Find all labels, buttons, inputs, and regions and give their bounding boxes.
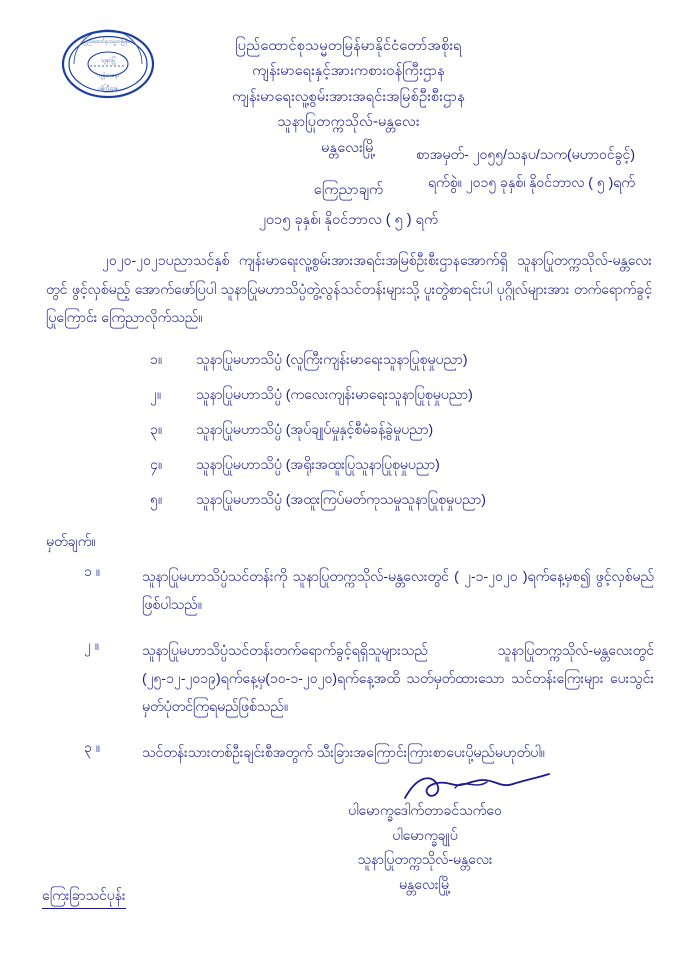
list-item: [150, 457, 650, 492]
page-title: ကြေညာချက်: [313, 182, 384, 198]
svg-text:ကျန်းမာရေး: ကျန်းမာရေး: [97, 73, 119, 79]
notes-list: [74, 562, 654, 784]
reference-date: ရက်စွဲ။ ၂၀၁၅ ခုနှစ်၊ နိုဝင်ဘာလ ( ၅ )ရက်: [427, 174, 635, 190]
intro-paragraph: [46, 246, 652, 332]
header-line-2: ကျန်းမာရေးနှင့်အားကစားဝန်ကြီးဌာန: [252, 63, 445, 80]
list-item: [150, 352, 650, 387]
signatory-institution: သူနာပြုတက္ကသိုလ်-မန္တလေး: [357, 851, 493, 867]
list-item: [150, 387, 650, 422]
svg-text:ဝန်ကြီးဌာန: ဝန်ကြီးဌာန: [98, 86, 118, 92]
list-item: [150, 422, 650, 457]
list-item-label: သူနာပြုမဟာသိပ္ပံ (အရိုးအထူးပြုသူနာပြုစုမှုပညာ): [196, 456, 440, 472]
svg-text:ပြည်ထောင်စုသမ္မတမြန်မာ: ပြည်ထောင်စုသမ္မတမြန်မာ: [83, 39, 133, 45]
list-item-number: ၅။: [150, 491, 163, 507]
note-item-text: သင်တန်းသားတစ်ဦးချင်းစီအတွက် သီးခြားအကြောင်းကြားစာပေးပို့မည်မဟုတ်ပါ။: [142, 744, 545, 760]
header-line-4: သူနာပြုတက္ကသိုလ်-မန္တလေး: [277, 114, 420, 131]
note-item-number: ၂ ။: [84, 637, 100, 653]
list-item: [150, 492, 650, 527]
signature-block: [215, 798, 635, 896]
list-item-number: ၄။: [150, 456, 163, 472]
footer-label: ကြေးခြာသင်ပုန်း: [42, 886, 126, 909]
note-item-text: သူနာပြုမဟာသိပ္ပံသင်တန်းကို သူနာပြုတက္ကသိုလ်-မန္တလေးတွင် ( ၂-၁-၂၀၂၀ )ရက်နေ့မှစ၍ ဖွင့်လှစ်မည်ဖြစ်ပါသည်။: [142, 568, 654, 612]
list-item-number: ၃။: [150, 421, 163, 437]
note-item: [74, 636, 654, 720]
header-line-5: မန္တလေးမြို့: [321, 139, 376, 156]
list-item-label: သူနာပြုမဟာသိပ္ပံ (လူကြီးကျန်းမာရေးသူနာပြုစုမှုပညာ): [196, 351, 468, 367]
page-title-date: ၂၀၁၅ ခုနှစ်၊ နိုဝင်ဘာလ ( ၅ ) ရက်: [258, 212, 439, 228]
course-list: [150, 352, 650, 527]
note-item: [74, 562, 654, 618]
list-item-number: ၂။: [150, 386, 162, 402]
list-item-label: သူနာပြုမဟာသိပ္ပံ (အုပ်ချုပ်မှုနှင့်စီမံခန့်ခွဲမှုပညာ): [196, 421, 434, 437]
note-item: [74, 738, 654, 766]
note-item-number: ၃ ။: [84, 739, 101, 755]
note-item-text: သူနာပြုမဟာသိပ္ပံသင်တန်းတက်ရောက်ခွင့်ရရှိသူများသည် သူနာပြုတက္ကသိုလ်-မန္တလေးတွင် (၂၅-၁၂-၂၀၁၉)ရက်နေ့မှ(၁၀-၁-၂၀၂၀)ရက်နေ့အထိ သတ်မှတ်ထားသော သင်တန်းကြေးများ ပေးသွင်းမှတ်ပုံတင်ကြရမည်ဖြစ်သည်။: [142, 642, 654, 714]
list-item-label: သူနာပြုမဟာသိပ္ပံ (ကလေးကျန်းမာရေးသူနာပြုစုမှုပညာ): [196, 386, 473, 402]
svg-text:သူနာပြု: သူနာပြု: [100, 58, 116, 64]
header-line-1: ပြည်ထောင်စုသမ္မတမြန်မာနိုင်ငံတော်အစိုးရ: [235, 38, 462, 54]
signatory-title: ပါမောက္ခချုပ်: [392, 826, 458, 843]
reference-number: စာအမှတ်- ၂၀၅၅/သနပ/သက(မဟာဝင်ခွင့်): [416, 146, 635, 162]
list-item-number: ၁။: [150, 351, 163, 367]
note-item-number: ၁ ။: [84, 563, 101, 579]
header-line-3: ကျန်းမာရေးလူ့စွမ်းအားအရင်းအမြစ်ဦးစီးဌာန: [232, 88, 465, 105]
signatory-name: ပါမောက္ခဒေါက်တာခင်သက်ဝေ: [348, 802, 502, 818]
signatory-city: မန္တလေးမြို့: [398, 875, 452, 892]
list-item-label: သူနာပြုမဟာသိပ္ပံ (အထူးကြပ်မတ်ကုသမှုသူနာပြုစုမှုပညာ): [196, 491, 486, 507]
intro-paragraph-text: ၂၀၂၀-၂၀၂၁ပညာသင်နှစ် ကျန်းမာရေးလူ့စွမ်းအားအရင်းအမြစ်ဦးစီးဌာနအောက်ရှိ သူနာပြုတက္ကသိုလ်-မန္တလေးတွင် ဖွင့်လှစ်မည့် အောက်ဖော်ပြပါ သူနာပြုမဟာသိပ္ပံတွဲ့လွန်သင်တန်းများသို့ ပူးတွဲစာရင်းပါ ပုဂ္ဂိုလ်များအား တက်ရောက်ခွင့်ပြုကြောင်း ကြေညာလိုက်သည်။: [46, 252, 652, 326]
notes-label: မှတ်ချက်။: [46, 533, 96, 549]
